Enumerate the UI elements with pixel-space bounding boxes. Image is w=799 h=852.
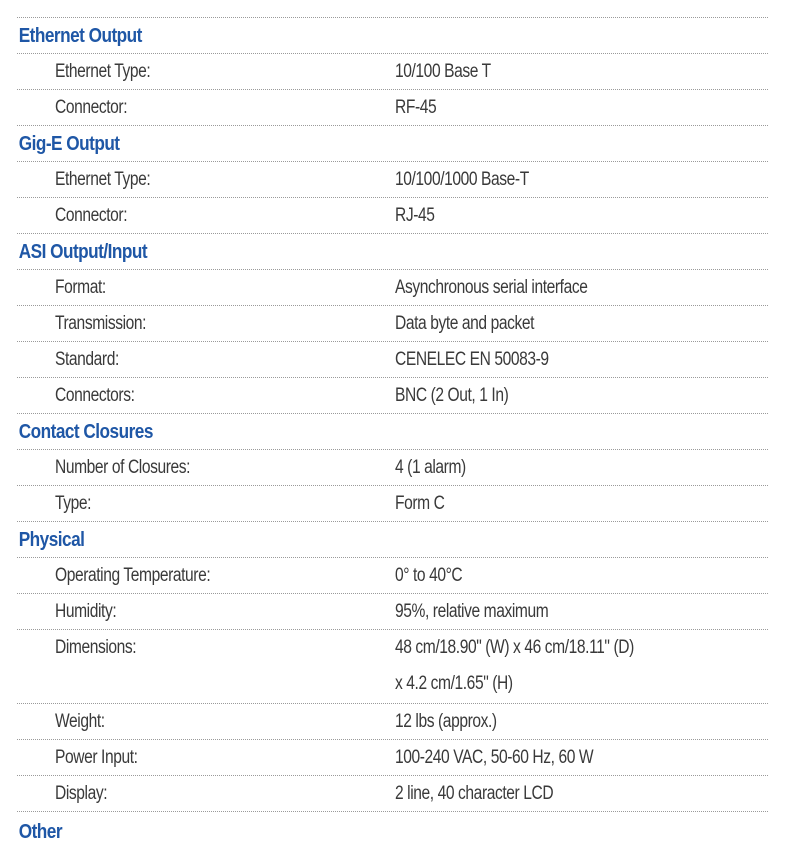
spec-label: Number of Closures: (55, 457, 191, 478)
spec-row (17, 593, 768, 629)
spec-row (17, 775, 768, 811)
spec-row (17, 739, 768, 775)
spec-label: Humidity: (55, 601, 117, 622)
spec-value: CENELEC EN 50083-9 (395, 349, 549, 370)
spec-label: Display: (55, 783, 108, 804)
spec-value: 100-240 VAC, 50-60 Hz, 60 W (395, 747, 594, 768)
spec-value: 10/100/1000 Base-T (395, 169, 529, 190)
spec-value: Data byte and packet (395, 313, 535, 334)
spec-value (395, 630, 634, 702)
spec-row (17, 449, 768, 485)
spec-label: Weight: (55, 711, 105, 732)
spec-row (17, 197, 768, 233)
section-title: Physical (18, 529, 85, 551)
spec-row (17, 89, 768, 125)
section-title: Gig-E Output (18, 133, 120, 155)
section-title: Contact Closures (18, 421, 153, 443)
section-header-asi-output-input (17, 233, 768, 269)
spec-label: Type: (55, 493, 92, 514)
section-header-ethernet-output (17, 17, 768, 53)
spec-label: Ethernet Type: (55, 169, 151, 190)
spec-value-line-1: 48 cm/18.90" (W) x 46 cm/18.11" (D) (395, 637, 634, 658)
spec-label: Transmission: (55, 313, 147, 334)
spec-value: Asynchronous serial interface (395, 277, 588, 298)
spec-value-line-2: x 4.2 cm/1.65" (H) (395, 673, 513, 694)
spec-label: Connectors: (55, 385, 135, 406)
spec-row (17, 485, 768, 521)
spec-row (17, 161, 768, 197)
spec-row (17, 629, 768, 703)
spec-value: 2 line, 40 character LCD (395, 783, 554, 804)
spec-label: Standard: (55, 349, 119, 370)
spec-label: Power Input: (55, 747, 138, 768)
spec-value: 95%, relative maximum (395, 601, 549, 622)
spec-value: Form C (395, 493, 445, 514)
spec-row (17, 305, 768, 341)
section-header-gig-e-output (17, 125, 768, 161)
section-title: ASI Output/Input (18, 241, 148, 263)
spec-row (17, 53, 768, 89)
spec-value: 0° to 40°C (395, 565, 463, 586)
section-header-physical (17, 521, 768, 557)
spec-value: BNC (2 Out, 1 In) (395, 385, 509, 406)
spec-row (17, 377, 768, 413)
spec-row (17, 703, 768, 739)
spec-row (17, 341, 768, 377)
spec-row (17, 269, 768, 305)
spec-label: Format: (55, 277, 106, 298)
section-title: Ethernet Output (18, 25, 142, 47)
section-title: Other (18, 821, 63, 843)
spec-value: RJ-45 (395, 205, 435, 226)
section-header-contact-closures (17, 413, 768, 449)
spec-row (17, 557, 768, 593)
spec-value: 12 lbs (approx.) (395, 711, 497, 732)
section-header-other (17, 811, 768, 843)
spec-value: 4 (1 alarm) (395, 457, 466, 478)
spec-label: Connector: (55, 97, 128, 118)
spec-label: Operating Temperature: (55, 565, 211, 586)
spec-table (17, 17, 768, 843)
spec-label: Connector: (55, 205, 128, 226)
spec-label: Ethernet Type: (55, 61, 151, 82)
spec-label: Dimensions: (55, 637, 137, 658)
spec-value: 10/100 Base T (395, 61, 491, 82)
spec-value: RF-45 (395, 97, 437, 118)
